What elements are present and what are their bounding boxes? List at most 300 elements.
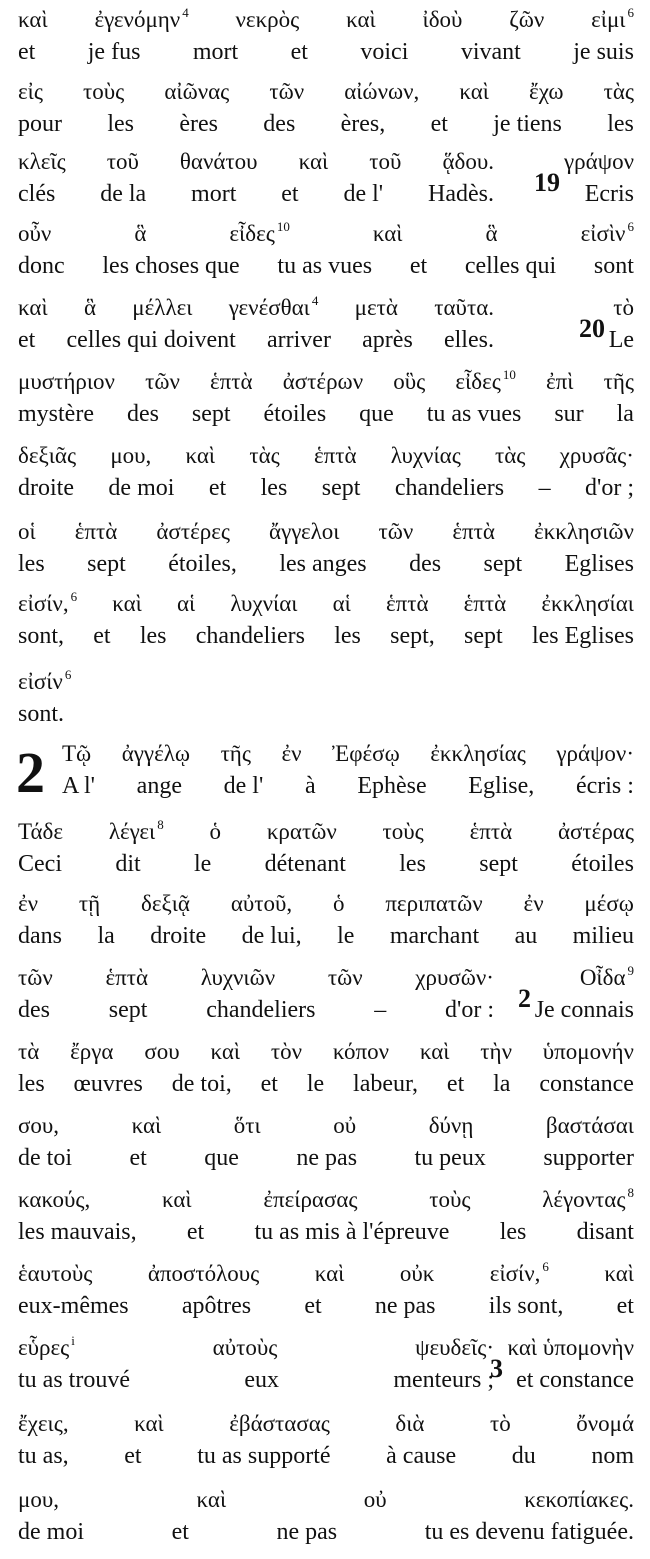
word-text: les mauvais, [18, 1219, 137, 1245]
french-word [428, 182, 494, 206]
word-text: les Eglises [531, 623, 634, 649]
word-text: sept [483, 551, 523, 577]
word-text: nom [591, 1443, 634, 1469]
word-text: ils sont, [488, 1293, 564, 1319]
french-word [445, 998, 494, 1022]
word-text: que [204, 1145, 239, 1171]
word-text: sont [593, 253, 634, 279]
french-word [18, 476, 74, 500]
french-word [279, 552, 366, 576]
word-text: οἱ [18, 519, 36, 544]
word-text: μέσῳ [584, 891, 634, 916]
greek-word [584, 892, 634, 915]
greek-word [346, 8, 376, 31]
french-word [493, 112, 562, 136]
word-text: γενέσθαι [228, 295, 310, 320]
greek-word [94, 5, 189, 32]
word-text: Ceci [18, 851, 62, 877]
word-text: Hadès. [427, 181, 494, 207]
word-text: καὶ [134, 1411, 164, 1436]
french-word [362, 328, 413, 352]
french-line-tail [609, 328, 634, 352]
word-text: τῇ [78, 891, 101, 916]
french-word [18, 402, 94, 426]
word-text: ἑπτὰ [105, 965, 149, 990]
word-text: et [93, 623, 111, 649]
word-text: καὶ [210, 1039, 241, 1064]
verse-number: 2 [518, 984, 531, 1013]
word-text: tu as, [18, 1443, 69, 1469]
french-line [18, 40, 634, 64]
word-text: ἐν [523, 891, 544, 916]
word-text: voici [360, 39, 409, 65]
word-text: et [18, 39, 36, 65]
word-text: ères, [340, 111, 386, 137]
word-text: les [334, 623, 361, 649]
word-text: χρυσᾶς· [559, 443, 634, 468]
greek-word [144, 1040, 179, 1063]
greek-word [355, 296, 398, 319]
word-text: eux-mêmes [18, 1293, 129, 1319]
word-text: νεκρὸς [235, 7, 300, 32]
word-text: sept [479, 851, 518, 877]
greek-word [386, 592, 429, 615]
french-word [461, 40, 521, 64]
french-word [18, 112, 62, 136]
greek-line [18, 817, 634, 844]
word-text: ἀστέρων [282, 369, 364, 394]
french-word [137, 774, 182, 798]
word-text: de la [100, 181, 147, 207]
french-word [264, 402, 327, 426]
greek-word [18, 1262, 92, 1285]
french-word [515, 924, 538, 948]
greek-word [18, 444, 76, 467]
french-word: Je connais [534, 997, 634, 1023]
french-line [18, 552, 634, 576]
word-text: et [208, 475, 227, 501]
greek-word [108, 817, 164, 844]
french-word [196, 624, 305, 648]
greek-word [213, 1336, 278, 1359]
word-text: καὶ [604, 1261, 634, 1286]
word-text: d'or ; [585, 475, 634, 501]
word-text: et [18, 327, 36, 353]
word-text: τῶν [145, 369, 180, 394]
french-word [150, 924, 206, 948]
greek-word [249, 444, 279, 467]
greek-word [180, 150, 258, 173]
greek-word [145, 370, 180, 393]
french-word [539, 1072, 634, 1096]
greek-word [234, 1114, 261, 1137]
word-text: tu es devenu fatiguée. [424, 1519, 634, 1545]
word-text: les [18, 1071, 45, 1097]
greek-word [75, 520, 118, 543]
word-text: que [359, 401, 394, 427]
greek-line-tail [564, 150, 634, 173]
french-word [18, 254, 65, 278]
french-word [484, 552, 523, 576]
greek-line [18, 1488, 634, 1511]
french-word [617, 402, 634, 426]
word-text: tu as mis à l'épreuve [254, 1219, 450, 1245]
french-line [18, 1444, 634, 1468]
french-word [465, 254, 556, 278]
greek-word [369, 150, 401, 173]
word-text: περιπατῶν [385, 891, 483, 916]
french-word [425, 1520, 634, 1544]
greek-line-tail [507, 1336, 634, 1359]
word-text: et [616, 1293, 634, 1319]
word-text: sur [554, 401, 584, 427]
word-text: mystère [18, 401, 94, 427]
greek-word [604, 80, 634, 103]
greek-word [18, 667, 72, 694]
word-text: Ἐφέσῳ [332, 741, 400, 766]
french-word [360, 40, 408, 64]
french-word [172, 1520, 189, 1544]
greek-word [79, 892, 100, 915]
greek-line [18, 293, 494, 320]
word-text: je tiens [493, 111, 562, 137]
french-word [109, 998, 148, 1022]
word-text: ἄγγελοι [269, 519, 340, 544]
greek-word [18, 1412, 69, 1435]
word-text: des [18, 997, 50, 1023]
word-text: μου, [18, 1487, 59, 1512]
word-text: – [538, 475, 551, 501]
greek-word [164, 80, 229, 103]
word-text: δεξιᾷ [141, 891, 190, 916]
french-word [191, 182, 236, 206]
greek-word [18, 1114, 59, 1137]
french-word [204, 1146, 239, 1170]
french-word [337, 924, 354, 948]
word-text: ὄνομά [576, 1411, 634, 1436]
french-word [415, 1146, 486, 1170]
word-text: celles qui [464, 253, 557, 279]
french-word [399, 852, 426, 876]
word-text: la [97, 923, 115, 949]
strong-number: 9 [627, 963, 634, 978]
greek-word [210, 820, 222, 843]
word-text: σου [144, 1039, 180, 1064]
french-word [18, 40, 35, 64]
greek-line [18, 1040, 634, 1063]
greek-word [333, 592, 351, 615]
french-word [479, 852, 518, 876]
word-text: je fus [87, 39, 141, 65]
french-word [129, 1146, 146, 1170]
french-word [576, 774, 634, 798]
word-text: sont. [18, 701, 65, 727]
greek-word [18, 222, 51, 245]
french-line [18, 1220, 634, 1244]
greek-word [156, 520, 230, 543]
verse-number: 3 [490, 1354, 503, 1383]
greek-word [529, 80, 564, 103]
word-text: τὰ [18, 1039, 40, 1064]
word-text: de toi, [171, 1071, 232, 1097]
french-word [192, 402, 231, 426]
word-text: détenant [264, 851, 346, 877]
word-text: sept [87, 551, 126, 577]
greek-word [269, 520, 339, 543]
greek-word [105, 966, 148, 989]
word-text: εἰς [18, 79, 43, 104]
french-word [571, 852, 634, 876]
greek-word [197, 1488, 227, 1511]
greek-line [18, 1259, 634, 1286]
word-text: les [499, 1219, 527, 1245]
french-word [489, 1294, 564, 1318]
word-text: καὶ [112, 591, 142, 616]
word-text: de l' [223, 773, 264, 799]
greek-word [604, 370, 634, 393]
word-text: καὶ [459, 79, 489, 104]
french-word [18, 1072, 45, 1096]
greek-line [62, 742, 634, 765]
greek-line-tail [613, 296, 634, 319]
french-word [267, 328, 331, 352]
greek-word [328, 966, 363, 989]
word-text: λέγοντας [542, 1187, 626, 1212]
strong-number: 6 [64, 667, 72, 682]
greek-word [393, 370, 425, 393]
greek-word [400, 1262, 434, 1285]
french-word [512, 1444, 536, 1468]
french-word [18, 1520, 84, 1544]
greek-word [591, 5, 634, 32]
word-text: καὶ [314, 1261, 345, 1286]
word-text: les anges [279, 551, 367, 577]
french-word [244, 1368, 279, 1392]
french-line [18, 1146, 634, 1170]
french-word [172, 1072, 232, 1096]
french-word [88, 40, 141, 64]
greek-word [134, 222, 146, 245]
french-word [168, 552, 237, 576]
word-text: λέγει [108, 819, 156, 844]
word-text: sont, [18, 623, 65, 649]
word-text: et [409, 253, 428, 279]
french-word [97, 924, 114, 948]
word-text: les [18, 551, 45, 577]
word-text: εἰσίν [18, 669, 63, 694]
word-text: ὑπομονήν [542, 1039, 634, 1064]
french-word [591, 1444, 634, 1468]
word-text: αὐτοῦ, [230, 891, 293, 916]
word-text: εἶδες [455, 369, 501, 394]
word-text: τοὺς [83, 79, 125, 104]
french-word [577, 1220, 634, 1244]
word-text: de l' [343, 181, 384, 207]
word-text: les [139, 623, 167, 649]
greek-line-tail [579, 963, 634, 990]
word-text: καὶ [161, 1187, 192, 1212]
greek-word [379, 520, 414, 543]
word-text: ὅτι [233, 1113, 261, 1138]
word-text: τοὺς [382, 819, 424, 844]
greek-word [267, 820, 337, 843]
french-line [18, 1368, 494, 1392]
french-word [108, 476, 174, 500]
word-text: ἀστέρες [156, 519, 230, 544]
french-word [18, 328, 35, 352]
french-line [18, 112, 634, 136]
greek-word [18, 520, 36, 543]
word-text: μετὰ [354, 295, 398, 320]
greek-word [430, 742, 526, 765]
french-word [62, 774, 95, 798]
greek-word [495, 444, 525, 467]
french-word [140, 624, 167, 648]
word-text: les [107, 111, 134, 137]
french-word [375, 1294, 436, 1318]
word-text: εἰσὶν [580, 221, 626, 246]
word-text: οὐκ [399, 1261, 435, 1286]
word-text: τὰς [603, 79, 634, 104]
word-text: le [306, 1071, 325, 1097]
word-text: à [304, 773, 316, 799]
greek-word [541, 592, 634, 615]
greek-word [236, 8, 300, 31]
greek-word [231, 892, 292, 915]
word-text: τοῦ [369, 149, 402, 174]
word-text: ἐν [18, 891, 39, 916]
word-text: ἐπὶ [545, 369, 574, 394]
strong-number: 8 [627, 1185, 634, 1200]
word-text: étoiles [263, 401, 327, 427]
word-text: ἑπτὰ [469, 819, 513, 844]
word-text: ἑπτὰ [452, 519, 495, 544]
word-text: et [446, 1071, 465, 1097]
word-text: écris : [575, 773, 634, 799]
word-text: καὶ [185, 443, 216, 468]
word-text: donc [18, 253, 65, 279]
french-word [500, 1220, 527, 1244]
word-text: arriver [267, 327, 331, 353]
word-text: αὐτοὺς [212, 1335, 278, 1360]
greek-word [489, 1259, 549, 1286]
word-text: μέλλει [132, 295, 193, 320]
word-text: pour [18, 111, 62, 137]
word-text: de lui, [241, 923, 302, 949]
word-text: ἐκκλησιῶν [534, 519, 634, 544]
word-text: des [126, 401, 159, 427]
word-text: δεξιᾶς [18, 443, 77, 468]
greek-word [18, 370, 115, 393]
word-text: apôtres [181, 1293, 252, 1319]
greek-word [344, 80, 419, 103]
greek-word [110, 444, 151, 467]
greek-word [524, 892, 544, 915]
greek-word [470, 820, 513, 843]
greek-line [18, 80, 634, 103]
french-word [374, 998, 386, 1022]
greek-line [18, 520, 634, 543]
french-word [179, 112, 218, 136]
greek-word [459, 80, 489, 103]
word-text: Ephèse [357, 773, 427, 799]
word-text: καὶ [196, 1487, 227, 1512]
greek-line [18, 1412, 634, 1435]
word-text: ἃ [134, 221, 147, 246]
french-word [334, 624, 361, 648]
word-text: tu as vues [426, 401, 522, 427]
greek-line [18, 444, 634, 467]
word-text: étoiles [571, 851, 634, 877]
french-word [100, 182, 146, 206]
greek-word [221, 742, 251, 765]
word-text: τοῦ [106, 149, 139, 174]
word-text: μυστήριον [18, 369, 115, 394]
strong-number: 8 [157, 817, 164, 832]
french-word [617, 1294, 634, 1318]
french-word [124, 1444, 141, 1468]
word-text: λυχνίαι [230, 591, 298, 616]
french-word [390, 624, 435, 648]
greek-line [18, 589, 634, 616]
word-text: κόπον [332, 1039, 389, 1064]
word-text: κλεῖς [18, 149, 66, 174]
greek-word [18, 8, 48, 31]
strong-number: 10 [502, 367, 516, 382]
french-line [18, 254, 634, 278]
word-text: la [616, 401, 634, 427]
word-text: de toi [18, 1145, 72, 1171]
word-text: Eglise, [468, 773, 535, 799]
word-text: κεκοπίακες. [524, 1487, 634, 1512]
word-text: chandeliers [195, 623, 305, 649]
french-word [393, 1368, 494, 1392]
greek-word [415, 1336, 494, 1359]
word-text: ἔργα [70, 1039, 114, 1064]
greek-word [556, 742, 634, 765]
french-word [18, 1368, 130, 1392]
word-text: ταῦτα. [434, 295, 494, 320]
greek-word [455, 367, 516, 394]
word-text: celles qui doivent [66, 327, 236, 353]
french-word [343, 182, 383, 206]
greek-word [299, 150, 329, 173]
word-text: ἃ [485, 221, 498, 246]
word-text: ἰδοὺ [422, 7, 463, 32]
strong-number: i [71, 1333, 75, 1348]
word-text: γράψον· [556, 741, 634, 766]
word-text: la [493, 1071, 511, 1097]
word-text: milieu [572, 923, 634, 949]
french-word [395, 476, 504, 500]
french-line-tail [535, 998, 634, 1022]
word-text: ἐκκλησίαι [541, 591, 634, 616]
strong-number: 4 [182, 5, 189, 20]
french-word [18, 1444, 69, 1468]
word-text: ἐγενόμην [94, 7, 181, 32]
greek-word [442, 150, 494, 173]
word-text: labeur, [353, 1071, 419, 1097]
greek-word [480, 1040, 512, 1063]
french-word [263, 112, 295, 136]
word-text: tu as trouvé [18, 1367, 130, 1393]
word-text: et [186, 1219, 205, 1245]
greek-word [141, 892, 190, 915]
word-text: à cause [386, 1443, 457, 1469]
greek-word [62, 742, 91, 765]
word-text: σου, [18, 1113, 60, 1138]
french-line [62, 774, 634, 798]
